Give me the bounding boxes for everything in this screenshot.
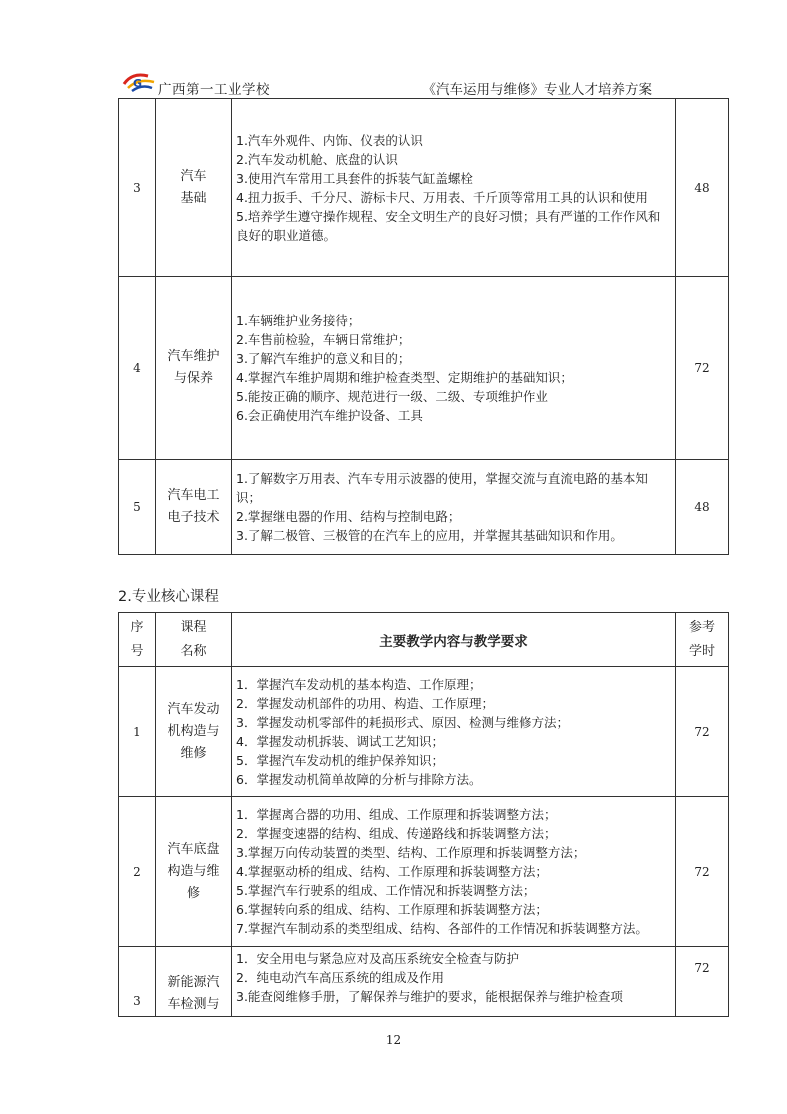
row-number: 4 xyxy=(119,277,156,460)
table-row xyxy=(119,277,729,460)
course-name: 汽车 基础 xyxy=(156,99,232,277)
header-content: 主要教学内容与教学要求 xyxy=(232,613,676,667)
table-row xyxy=(119,797,729,947)
course-hours: 48 xyxy=(676,99,729,277)
row-number: 3 xyxy=(119,947,156,1017)
header-number: 序 号 xyxy=(119,613,156,667)
table-header-row xyxy=(119,613,729,667)
course-hours: 72 xyxy=(676,947,729,1017)
course-hours: 72 xyxy=(676,277,729,460)
course-content: 1.了解数字万用表、汽车专用示波器的使用，掌握交流与直流电路的基本知识； 2.掌握继电器的作用、结构与控制电路； 3.了解二极管、三极管的在汽车上的应用，并掌握其基础知识和作用。 xyxy=(232,460,676,555)
header-course-name: 课程 名称 xyxy=(156,613,232,667)
table-row xyxy=(119,667,729,797)
row-number: 3 xyxy=(119,99,156,277)
row-number: 1 xyxy=(119,667,156,797)
school-name: 广西第一工业学校 xyxy=(158,82,270,98)
plan-title: 《汽车运用与维修》专业人才培养方案 xyxy=(422,82,652,98)
header-hours: 参考 学时 xyxy=(676,613,729,667)
course-content: 1.汽车外观件、内饰、仪表的认识 2.汽车发动机舱、底盘的认识 3.使用汽车常用工具套件的拆装气缸盖螺栓 4.扭力扳手、千分尺、游标卡尺、万用表、千斤顶等常用工具的认识和使用 5.培养学生遵守操作规程、安全文明生产的良好习惯；具有严谨的工作作风和良好的职业道德。 xyxy=(232,99,676,277)
table-row xyxy=(119,460,729,555)
course-hours: 72 xyxy=(676,667,729,797)
row-number: 5 xyxy=(119,460,156,555)
course-name: 汽车电工 电子技术 xyxy=(156,460,232,555)
course-table-core xyxy=(118,612,729,1017)
course-name: 新能源汽 车检测与 xyxy=(156,947,232,1017)
course-name: 汽车底盘 构造与维 修 xyxy=(156,797,232,947)
row-number: 2 xyxy=(119,797,156,947)
course-content: 1．掌握汽车发动机的基本构造、工作原理； 2．掌握发动机部件的功用、构造、工作原理； 3．掌握发动机零部件的耗损形式、原因、检测与维修方法； 4．掌握发动机拆装、调试工艺知识； 5．掌握汽车发动机的维护保养知识； 6．掌握发动机简单故障的分析与排除方法。 xyxy=(232,667,676,797)
section-title: 2.专业核心课程 xyxy=(118,589,219,605)
page-number: 12 xyxy=(385,1033,402,1047)
course-name: 汽车维护 与保养 xyxy=(156,277,232,460)
course-content: 1．安全用电与紧急应对及高压系统安全检查与防护 2．纯电动汽车高压系统的组成及作用 3.能查阅维修手册，了解保养与维护的要求，能根据保养与维护检查项 xyxy=(232,947,676,1017)
course-hours: 72 xyxy=(676,797,729,947)
course-content: 1．掌握离合器的功用、组成、工作原理和拆装调整方法； 2．掌握变速器的结构、组成、传递路线和拆装调整方法； 3.掌握万向传动装置的类型、结构、工作原理和拆装调整方法； 4.掌握驱动桥的组成、结构、工作原理和拆装调整方法； 5.掌握汽车行驶系的组成、工作情况和拆装调整方法； 6.掌握转向系的组成、结构、工作原理和拆装调整方法； 7.掌握汽车制动系的类型组成、结构、各部件的工作情况和拆装调整方法。 xyxy=(232,797,676,947)
svg-text:G: G xyxy=(133,77,143,90)
course-content: 1.车辆维护业务接待； 2.车售前检验，车辆日常维护； 3.了解汽车维护的意义和目的； 4.掌握汽车维护周期和维护检查类型、定期维护的基础知识； 5.能按正确的顺序、规范进行一级、二级、专项维护作业 6.会正确使用汽车维护设备、工具 xyxy=(232,277,676,460)
course-table-basic xyxy=(118,98,729,555)
table-row xyxy=(119,99,729,277)
table-row xyxy=(119,947,729,1017)
course-hours: 48 xyxy=(676,460,729,555)
page-header xyxy=(118,68,666,99)
school-logo-icon xyxy=(122,70,156,94)
course-name: 汽车发动 机构造与 维修 xyxy=(156,667,232,797)
